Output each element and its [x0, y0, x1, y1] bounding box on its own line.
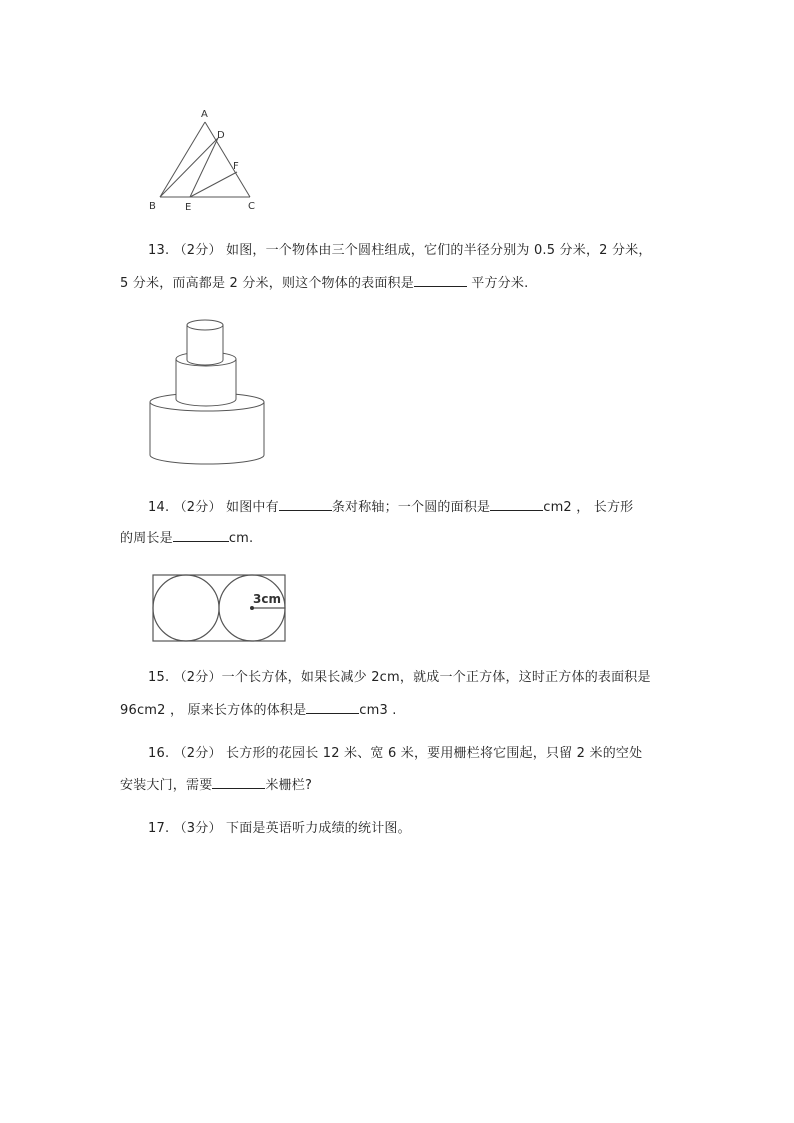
q14-area-blank[interactable] [490, 498, 543, 511]
q15-line2: 96cm2 ， 原来长方体的体积是 cm3 . [120, 703, 397, 718]
cylinders-figure [145, 315, 270, 470]
circles-rectangle-figure [150, 572, 290, 644]
radius-label: 3cm [253, 592, 281, 606]
cylinder-top [187, 320, 223, 365]
q13-line1: 13. （2分） 如图，一个物体由三个圆柱组成，它们的半径分别为 0.5 分米，2 分米， [148, 243, 652, 258]
segment-ab [160, 122, 205, 197]
segment-bd [160, 138, 218, 197]
q14-axes-blank[interactable] [279, 498, 332, 511]
triangle-figure [140, 100, 270, 218]
segment-ef [190, 172, 237, 197]
label-e: E [185, 202, 192, 213]
label-f: F [233, 161, 239, 172]
q14-line1: 14. （2分） 如图中有 条对称轴；一个圆的面积是 cm2 ， 长方形 [148, 500, 634, 515]
q15-line1: 15. （2分）一个长方体，如果长减少 2cm，就成一个正方体，这时正方体的表面积是 [148, 670, 651, 685]
label-c: C [248, 201, 255, 212]
q15-volume-blank[interactable] [306, 701, 359, 714]
q14-line2: 的周长是 cm. [120, 531, 254, 546]
label-a: A [201, 109, 208, 120]
q16-line1: 16. （2分） 长方形的花园长 12 米、宽 6 米，要用栅栏将它围起，只留 2 米的空处 [148, 746, 643, 761]
q16-line2: 安装大门，需要 米栅栏? [120, 778, 313, 793]
q13-line2: 5 分米，而高都是 2 分米，则这个物体的表面积是 平方分米. [120, 276, 529, 291]
center-dot [250, 606, 254, 610]
segment-de [190, 138, 218, 197]
label-b: B [149, 201, 156, 212]
q17-line1: 17. （3分） 下面是英语听力成绩的统计图。 [148, 821, 411, 836]
q14-perimeter-blank[interactable] [173, 529, 229, 542]
q16-fence-blank[interactable] [212, 776, 265, 789]
circle-left [153, 575, 219, 641]
label-d: D [217, 130, 225, 141]
q13-answer-blank[interactable] [414, 274, 467, 287]
